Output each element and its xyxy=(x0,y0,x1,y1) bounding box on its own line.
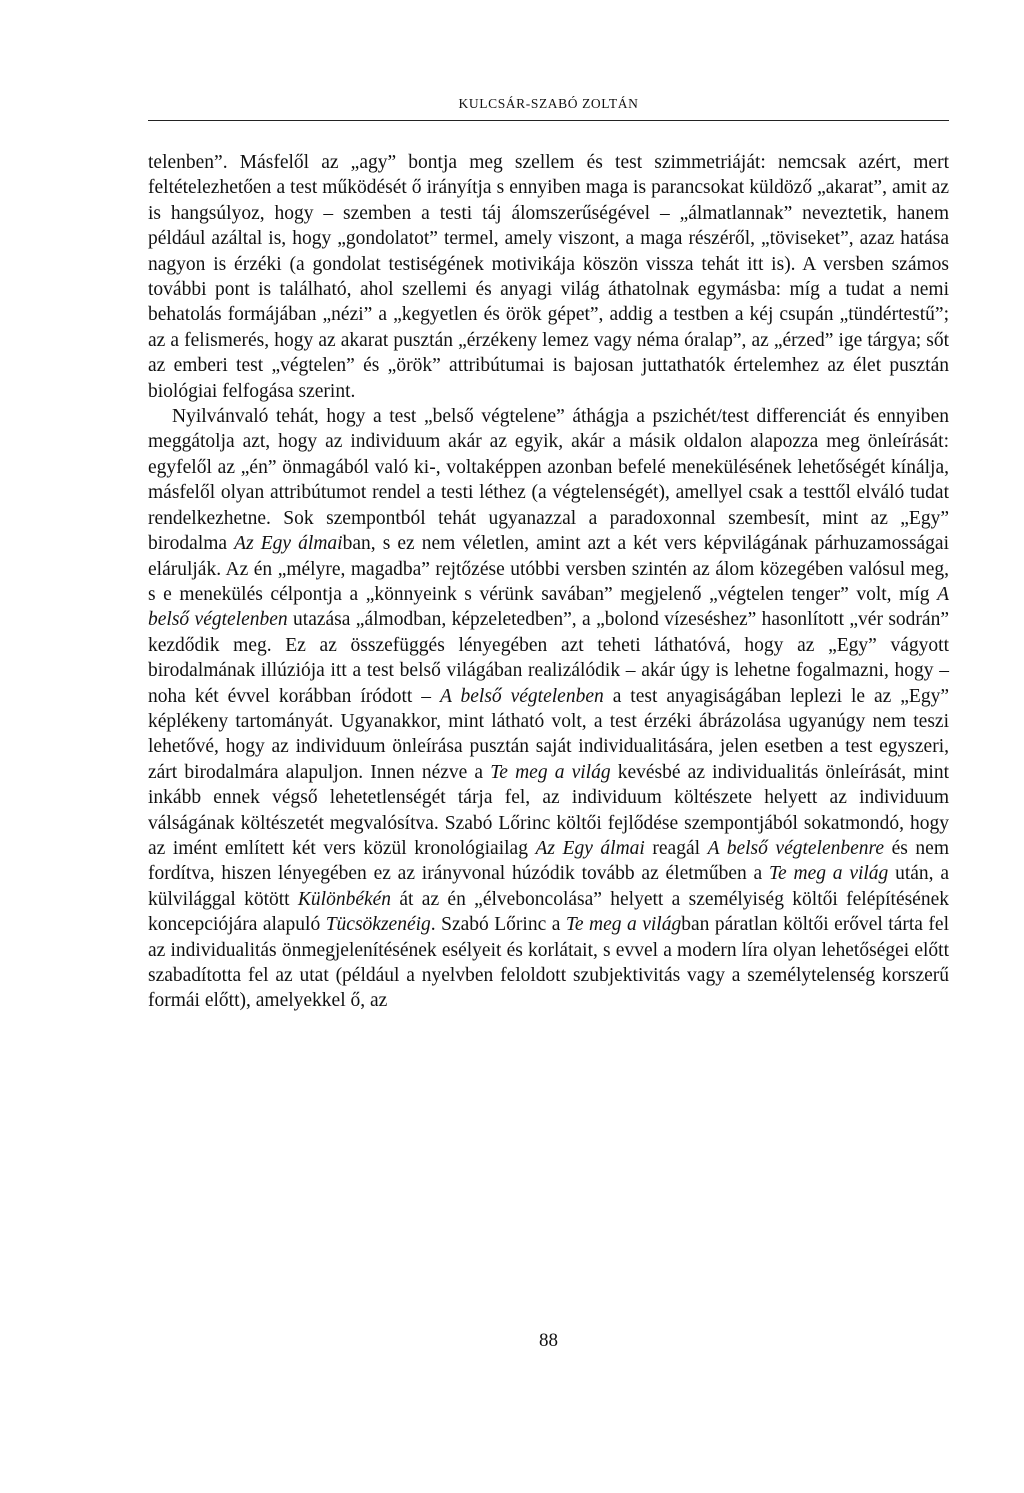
text-segment: Nyilvánvaló tehát, hogy a test „belső végtelene” áthágja a pszichét/test differenciát és ennyiben meggátolja azt, hogy az individuum akár az egyik, akár a másik oldalon alapozza meg önleírását: egyfelől az „én” önmagából való ki-, voltaképpen azonban befelé menekülésének lehetőségét kínálja, másfelől olyan attribútumot rendel a testi léthez (a végtelenségét), amellyel csak a testtől elváló tudat rendelkezhetne. Sok szempontból tehát ugyanazzal a paradoxonnal szembesít, mint az „Egy” birodalma xyxy=(148,406,949,555)
text-segment: és nem fordítva, hiszen lényegében ez az irányvonal húzódik tovább az életműben a xyxy=(148,837,949,885)
running-header: KULCSÁR-SZABÓ ZOLTÁN xyxy=(458,96,639,111)
work-title: A belső végtelenben xyxy=(148,583,949,631)
work-title: Az Egy álmai xyxy=(535,837,645,859)
text-segment: utazása „álmodban, képzeletedben”, a „bolond vízeséshez” hasonlított „vér sodrán” kezdődik meg. Ez az összefüggés lényegében azt teheti láthatóvá, hogy az „Egy” vágyott birodalmának illúziója itt a test belső világában realizálódik – akár úgy is lehetne fogalmazni, hogy – noha két évvel korábban íródott – xyxy=(148,609,949,707)
text-segment: . Szabó Lőrinc a xyxy=(430,914,566,936)
text-segment: ban páratlan költői erővel tárta fel az individualitás önmegjelenítésének esélyeit és korlátait, s evvel a modern líra olyan lehetőségei előtt szabadította fel az utat (például a nyelvben feloldott szubjektivitás vagy a személytelenség korszerű formái előtt), amelyekkel ő, az xyxy=(148,914,949,1012)
work-title: Te meg a világ xyxy=(769,863,889,885)
work-title: Tücsökzenéig xyxy=(325,914,431,936)
work-title: Az Egy álmai xyxy=(234,533,343,555)
work-title: Te meg a világ xyxy=(565,914,682,936)
work-title: A belső végtelenbenre xyxy=(707,837,885,859)
work-title: A belső végtelenben xyxy=(439,685,604,707)
body-text xyxy=(148,150,949,1014)
work-title: Különbékén xyxy=(297,888,392,910)
header-rule xyxy=(148,120,949,121)
text-segment: kevésbé az individualitás önleírását, mint inkább ennek végső lehetetlenségét tárja fel, az individuum költészete helyett az individuum válságának költészetét megvalósítva. Szabó Lőrinc költői fejlődése szempontjából sokatmondó, hogy az imént említett két vers közül kronológiailag xyxy=(148,761,949,859)
text-segment: után, a külvilággal kötött xyxy=(148,863,949,910)
paragraph xyxy=(148,404,949,1014)
paragraph xyxy=(148,150,949,404)
text-segment: a test anyagiságában leplezi le az „Egy” képlékeny tartományát. Ugyanakkor, mint látható volt, a test érzéki ábrázolása ugyanúgy nem teszi lehetővé, hogy az individuum önleírása pusztán saját individualitására, jelen esetben a test egyszeri, zárt birodalmára alapuljon. Innen nézve a xyxy=(148,685,949,783)
page-number: 88 xyxy=(539,1330,558,1351)
text-segment: reagál xyxy=(644,837,708,859)
text-segment: telenben”. Másfelől az „agy” bontja meg szellem és test szimmetriáját: nemcsak azért, mert feltételezhetően a test működését ő irányítja s ennyiben maga is parancsokat küldöző „akarat”, amit az is hangsúlyoz, hogy – szemben a testi táj álomszerűségével – „álmatlannak” neveztetik, hanem például azáltal is, hogy „gondolatot” termel, amely viszont, a maga részéről, „töviseket”, azaz hatása nagyon is érzéki (a gondolat testiségének motivikája köszön vissza tehát itt is). A versben számos további pont is található, ahol szellemi és anyagi világ áthatolnak egymásba: míg a tudat a nemi behatolás formájában „nézi” a „kegyetlen és örök gépet”, addig a testben a kéj csupán „tündértestű”; az a felismerés, hogy az akarat pusztán „érzékeny lemez vagy néma óralap”, az „érzed” ige tárgya; sőt az emberi test „végtelen” és „örök” attribútumai is bajosan juttathatók értelemhez az élet pusztán biológiai felfogása szerint. xyxy=(148,152,949,402)
text-segment: ban, s ez nem véletlen, amint azt a két vers képvilágának párhuzamosságai elárulják. Az én „mélyre, magadba” rejtőzése utóbbi versben szintén az álom közegében valósul meg, s e menekülés célpontja a „könnyeink s vérünk savában” megjelenő „végtelen tenger” volt, míg xyxy=(148,533,950,605)
work-title: Te meg a világ xyxy=(490,761,611,783)
text-segment: át az én „élveboncolása” helyett a személyiség költői felépítésének koncepciójára alapuló xyxy=(148,888,949,936)
